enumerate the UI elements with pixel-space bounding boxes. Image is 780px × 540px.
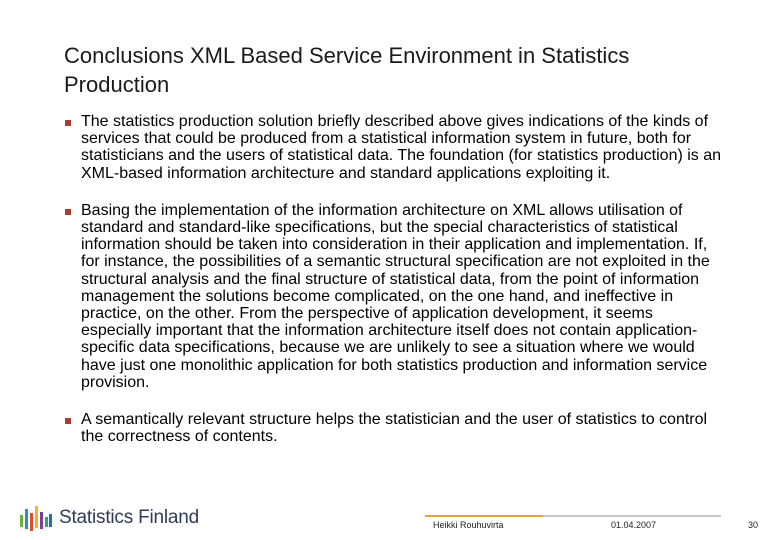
bullet-text: The statistics production solution briefly described above gives indications of the kinds of services that could be produced from a statistical information system in future, both for statisticians and the users of statistical data. The foundation (for statistics production) is an XML-based information architecture and standard applications exploiting it. — [81, 113, 722, 182]
bullet-item — [64, 113, 724, 182]
logo-text: Statistics Finland — [59, 507, 200, 528]
square-bullet-icon — [65, 209, 71, 215]
statistics-finland-logo — [18, 502, 199, 534]
footer-divider-accent — [425, 515, 543, 517]
bullet-item — [64, 202, 724, 391]
bullet-text: Basing the implementation of the information architecture on XML allows utilisation of standard and standard-like specifications, but the special characteristics of statistical information should be taken into consideration in their application and implementation. If, for instance, the possibilities of a semantic structural specification are not exploited in the structural analysis and the final structure of statistical data, from the point of information management the solutions become complicated, on the one hand, and ineffective in practice, on the other. From the perspective of application development, it seems especially important that the information architecture itself does not contain application-specific data specifications, because we are unlikely to see a situation where we would have just one monolithic application for both statistics production and information service provision. — [81, 201, 710, 391]
page-number: 30 — [748, 520, 759, 530]
bullet-item — [64, 411, 724, 445]
footer-divider — [543, 515, 721, 517]
slide-title: Conclusions XML Based Service Environment in Statistics Production — [64, 43, 630, 97]
footer-author: Heikki Rouhuvirta — [433, 520, 504, 530]
square-bullet-icon — [65, 418, 71, 424]
square-bullet-icon — [65, 120, 71, 126]
footer-date: 01.04.2007 — [611, 520, 657, 530]
bullet-text: A semantically relevant structure helps the statistician and the user of statistics to control the correctness of contents. — [81, 411, 708, 446]
bullet-list — [64, 113, 724, 445]
bar-chart-logo-icon — [18, 503, 54, 533]
